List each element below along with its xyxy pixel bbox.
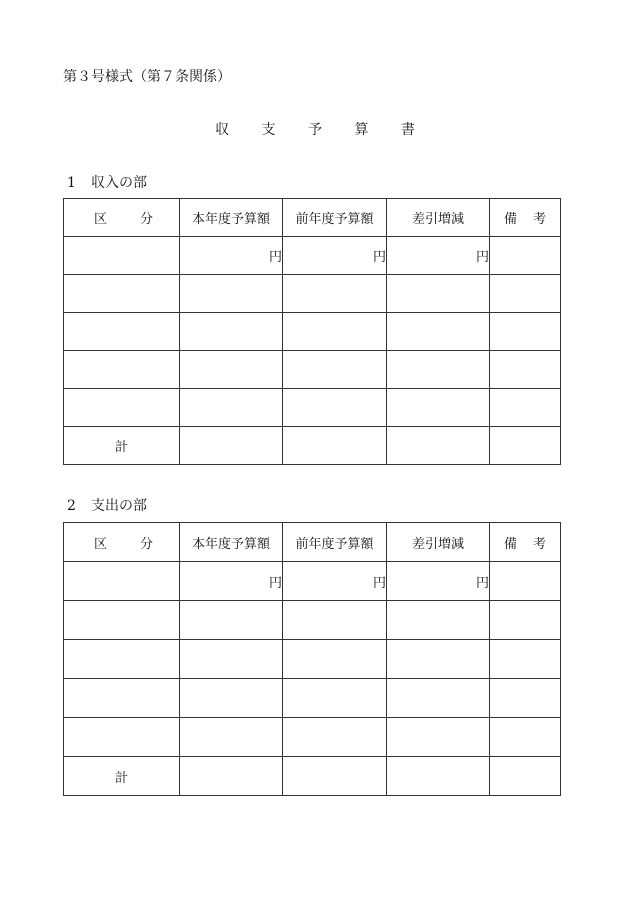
current-budget-cell[interactable]	[180, 679, 283, 718]
table-row	[64, 718, 561, 757]
previous-budget-cell[interactable]	[283, 389, 387, 427]
previous-budget-cell[interactable]	[283, 640, 387, 679]
header-current-budget: 本年度予算額	[180, 523, 283, 562]
expense-section-heading	[67, 495, 147, 515]
title-char: 算	[354, 122, 369, 138]
table-row	[64, 351, 561, 389]
header-note-char: 考	[533, 536, 547, 552]
table-row	[64, 679, 561, 718]
kubun-cell[interactable]	[64, 562, 180, 601]
current-budget-cell[interactable]	[180, 275, 283, 313]
difference-total-cell[interactable]	[387, 757, 490, 796]
header-note-char: 考	[533, 212, 547, 227]
header-difference: 差引増減	[387, 199, 490, 237]
kubun-cell[interactable]	[64, 640, 180, 679]
difference-cell[interactable]	[387, 275, 490, 313]
current-budget-cell[interactable]	[180, 640, 283, 679]
table-header-row	[64, 523, 561, 562]
header-note-char: 備	[503, 212, 517, 227]
income-section-heading	[67, 172, 147, 192]
kubun-cell[interactable]	[64, 679, 180, 718]
previous-budget-cell[interactable]	[283, 275, 387, 313]
table-row	[64, 275, 561, 313]
table-row	[64, 601, 561, 640]
table-row	[64, 313, 561, 351]
note-cell[interactable]	[490, 237, 561, 275]
difference-cell[interactable]	[387, 640, 490, 679]
header-kubun-char: 区	[94, 536, 108, 552]
note-cell[interactable]	[490, 313, 561, 351]
table-row	[64, 640, 561, 679]
difference-cell[interactable]: 円	[387, 237, 490, 275]
previous-budget-cell[interactable]	[283, 679, 387, 718]
note-cell[interactable]	[490, 562, 561, 601]
previous-budget-cell[interactable]: 円	[283, 562, 387, 601]
form-number: 第３号様式（第７条関係）	[63, 69, 231, 85]
kubun-cell[interactable]	[64, 351, 180, 389]
difference-cell[interactable]	[387, 389, 490, 427]
title-char: 予	[308, 122, 322, 138]
difference-cell[interactable]	[387, 601, 490, 640]
current-budget-total-cell[interactable]	[180, 757, 283, 796]
difference-cell[interactable]	[387, 679, 490, 718]
section-number: 1	[67, 175, 76, 191]
difference-cell[interactable]	[387, 351, 490, 389]
note-cell[interactable]	[490, 275, 561, 313]
header-kubun	[64, 523, 180, 562]
document-title	[0, 119, 630, 139]
note-cell[interactable]	[490, 679, 561, 718]
header-kubun	[64, 199, 180, 237]
total-row	[64, 427, 561, 465]
table-row	[64, 389, 561, 427]
current-budget-cell[interactable]: 円	[180, 237, 283, 275]
title-char: 収	[215, 122, 230, 138]
difference-cell[interactable]	[387, 718, 490, 757]
note-total-cell[interactable]	[490, 427, 561, 465]
difference-cell[interactable]: 円	[387, 562, 490, 601]
total-label: 計	[64, 427, 180, 465]
note-cell[interactable]	[490, 640, 561, 679]
current-budget-cell[interactable]: 円	[180, 562, 283, 601]
total-label: 計	[64, 757, 180, 796]
title-char: 支	[261, 122, 276, 138]
header-kubun-char: 分	[139, 536, 153, 552]
kubun-cell[interactable]	[64, 601, 180, 640]
previous-budget-cell[interactable]	[283, 718, 387, 757]
previous-budget-cell[interactable]	[283, 601, 387, 640]
previous-budget-total-cell[interactable]	[283, 427, 387, 465]
header-previous-budget: 前年度予算額	[283, 199, 387, 237]
current-budget-cell[interactable]	[180, 313, 283, 351]
previous-budget-cell[interactable]	[283, 351, 387, 389]
current-budget-cell[interactable]	[180, 718, 283, 757]
current-budget-cell[interactable]	[180, 389, 283, 427]
expense-table	[63, 522, 561, 796]
previous-budget-total-cell[interactable]	[283, 757, 387, 796]
kubun-cell[interactable]	[64, 237, 180, 275]
header-previous-budget: 前年度予算額	[283, 523, 387, 562]
difference-total-cell[interactable]	[387, 427, 490, 465]
kubun-cell[interactable]	[64, 275, 180, 313]
current-budget-total-cell[interactable]	[180, 427, 283, 465]
note-cell[interactable]	[490, 389, 561, 427]
table-row	[64, 237, 561, 275]
income-table	[63, 198, 561, 465]
header-difference: 差引増減	[387, 523, 490, 562]
kubun-cell[interactable]	[64, 718, 180, 757]
section-number: 2	[67, 498, 76, 514]
section-title: 支出の部	[91, 498, 147, 514]
header-kubun-char: 分	[139, 212, 153, 227]
header-kubun-char: 区	[94, 212, 108, 227]
kubun-cell[interactable]	[64, 389, 180, 427]
kubun-cell[interactable]	[64, 313, 180, 351]
difference-cell[interactable]	[387, 313, 490, 351]
current-budget-cell[interactable]	[180, 601, 283, 640]
header-current-budget: 本年度予算額	[180, 199, 283, 237]
note-total-cell[interactable]	[490, 757, 561, 796]
table-header-row	[64, 199, 561, 237]
current-budget-cell[interactable]	[180, 351, 283, 389]
header-note	[490, 199, 561, 237]
note-cell[interactable]	[490, 351, 561, 389]
previous-budget-cell[interactable]	[283, 313, 387, 351]
note-cell[interactable]	[490, 601, 561, 640]
title-char: 書	[400, 122, 415, 138]
header-note	[490, 523, 561, 562]
previous-budget-cell[interactable]: 円	[283, 237, 387, 275]
header-note-char: 備	[503, 536, 517, 552]
note-cell[interactable]	[490, 718, 561, 757]
total-row	[64, 757, 561, 796]
table-row	[64, 562, 561, 601]
section-title: 収入の部	[91, 175, 147, 191]
